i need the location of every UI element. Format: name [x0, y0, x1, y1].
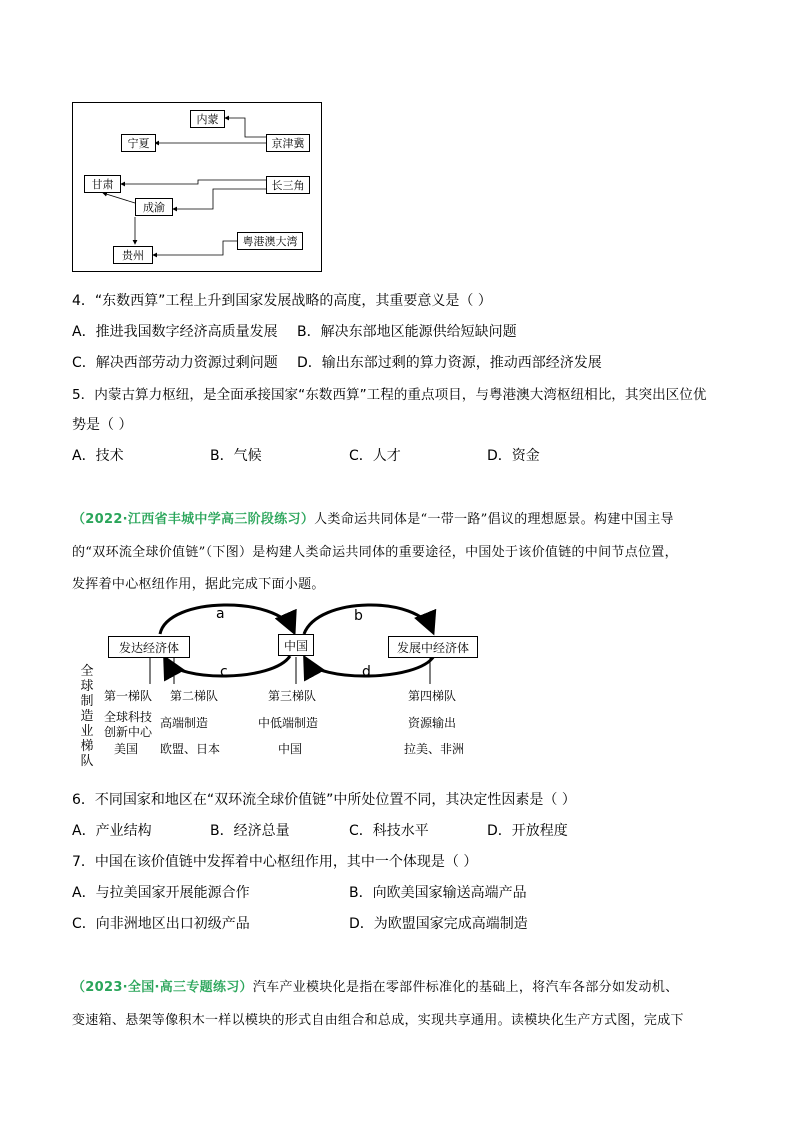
intro2-line1 [72, 508, 674, 527]
q7-option-d: D．为欧盟国家完成高端制造 [349, 916, 528, 932]
box-developing-economies: 发展中经济体 [388, 636, 478, 658]
q4-option-c: C．解决西部劳动力资源过剩问题 [72, 355, 278, 371]
box-gansu: 甘肃 [84, 175, 121, 193]
q6-option-a: A．产业结构 [72, 823, 152, 839]
tier1-region: 美国 [114, 742, 139, 756]
vertical-char: 造 [80, 709, 94, 724]
q5-option-a: A．技术 [72, 448, 124, 464]
q6-stem: 6．不同国家和地区在“双环流全球价值链”中所处位置不同，其决定性因素是（ ） [72, 792, 576, 808]
q5-stem-line1: 5．内蒙古算力枢纽，是全面承接国家“东数西算”工程的重点项目，与粤港澳大湾枢纽相比，其突出区位优 [72, 387, 707, 403]
q7-option-a: A．与拉美国家开展能源合作 [72, 885, 250, 901]
intro3-line2: 变速箱、悬架等像积木一样以模块的形式自由组合和总成，实现共享通用。读模块化生产方式图，完成下 [72, 1013, 684, 1028]
q7-stem: 7．中国在该价值链中发挥着中心枢纽作用，其中一个体现是（ ） [72, 854, 478, 870]
tier3-name: 第三梯队 [268, 689, 317, 703]
tier2-name: 第二梯队 [170, 689, 219, 703]
arrow-label-b: b [354, 608, 363, 624]
intro2-text1: 人类命运共同体是“一带一路”倡议的理想愿景。构建中国主导 [314, 512, 674, 527]
east-data-west-computing-diagram [72, 102, 322, 272]
q4-option-a: A．推进我国数字经济高质量发展 [72, 324, 278, 340]
intro3-line1 [72, 976, 678, 995]
q6-option-c: C．科技水平 [349, 823, 429, 839]
arrow-label-d: d [362, 664, 371, 680]
tier4-name: 第四梯队 [408, 689, 457, 703]
tier1-name: 第一梯队 [104, 689, 153, 703]
q5-option-c: C．人才 [349, 448, 401, 464]
q6-option-b: B．经济总量 [210, 823, 290, 839]
intro2-line3: 发挥着中心枢纽作用，据此完成下面小题。 [72, 577, 325, 592]
q7-option-c: C．向非洲地区出口初级产品 [72, 916, 250, 932]
q4-stem: 4．“东数西算”工程上升到国家发展战略的高度，其重要意义是（ ） [72, 293, 492, 309]
vertical-char: 梯 [80, 739, 94, 754]
q5-option-d: D．资金 [487, 448, 540, 464]
q4-option-d: D．输出东部过剩的算力资源，推动西部经济发展 [297, 355, 602, 371]
vertical-char: 队 [80, 754, 94, 769]
tier3-region: 中国 [278, 742, 303, 756]
arrow-label-c: c [220, 664, 228, 680]
tier1-desc2: 创新中心 [104, 725, 153, 739]
box-ningxia: 宁夏 [121, 134, 156, 152]
global-manufacturing-tiers-label [80, 664, 94, 769]
tier2-desc: 高端制造 [160, 716, 209, 730]
q6-option-d: D．开放程度 [487, 823, 568, 839]
intro3-source: （2023·全国·高三专题练习） [72, 980, 253, 995]
q7-option-b: B．向欧美国家输送高端产品 [349, 885, 527, 901]
intro3-text1: 汽车产业模块化是指在零部件标准化的基础上，将汽车各部分如发动机、 [252, 980, 679, 995]
box-guizhou: 贵州 [113, 246, 153, 264]
tier4-region: 拉美、非洲 [404, 742, 465, 756]
q5-option-b: B．气候 [210, 448, 262, 464]
vertical-char: 制 [80, 694, 94, 709]
vertical-char: 全 [80, 664, 94, 679]
arrow-label-a: a [216, 606, 225, 622]
tier2-region: 欧盟、日本 [160, 742, 221, 756]
box-chengyu: 成渝 [135, 198, 173, 216]
q4-option-b: B．解决东部地区能源供给短缺问题 [297, 324, 517, 340]
box-jingjinji: 京津冀 [266, 134, 310, 152]
q5-stem-line2: 势是（ ） [72, 417, 133, 433]
tier3-desc: 中低端制造 [258, 716, 319, 730]
dual-cycle-value-chain-diagram [78, 600, 498, 778]
box-china: 中国 [278, 634, 314, 656]
vertical-char: 业 [80, 724, 94, 739]
intro2-source: （2022·江西省丰城中学高三阶段练习） [72, 512, 315, 527]
tier1-desc1: 全球科技 [104, 710, 153, 724]
intro2-line2: 的“双环流全球价值链”（下图）是构建人类命运共同体的重要途径，中国处于该价值链的中间节点位置， [72, 545, 678, 560]
box-neimeng: 内蒙 [190, 110, 225, 128]
box-yuegangao: 粤港澳大湾 [237, 232, 303, 250]
tier4-desc: 资源输出 [408, 716, 457, 730]
vertical-char: 球 [80, 679, 94, 694]
box-developed-economies: 发达经济体 [108, 636, 190, 658]
box-changsanjiao: 长三角 [266, 176, 310, 194]
